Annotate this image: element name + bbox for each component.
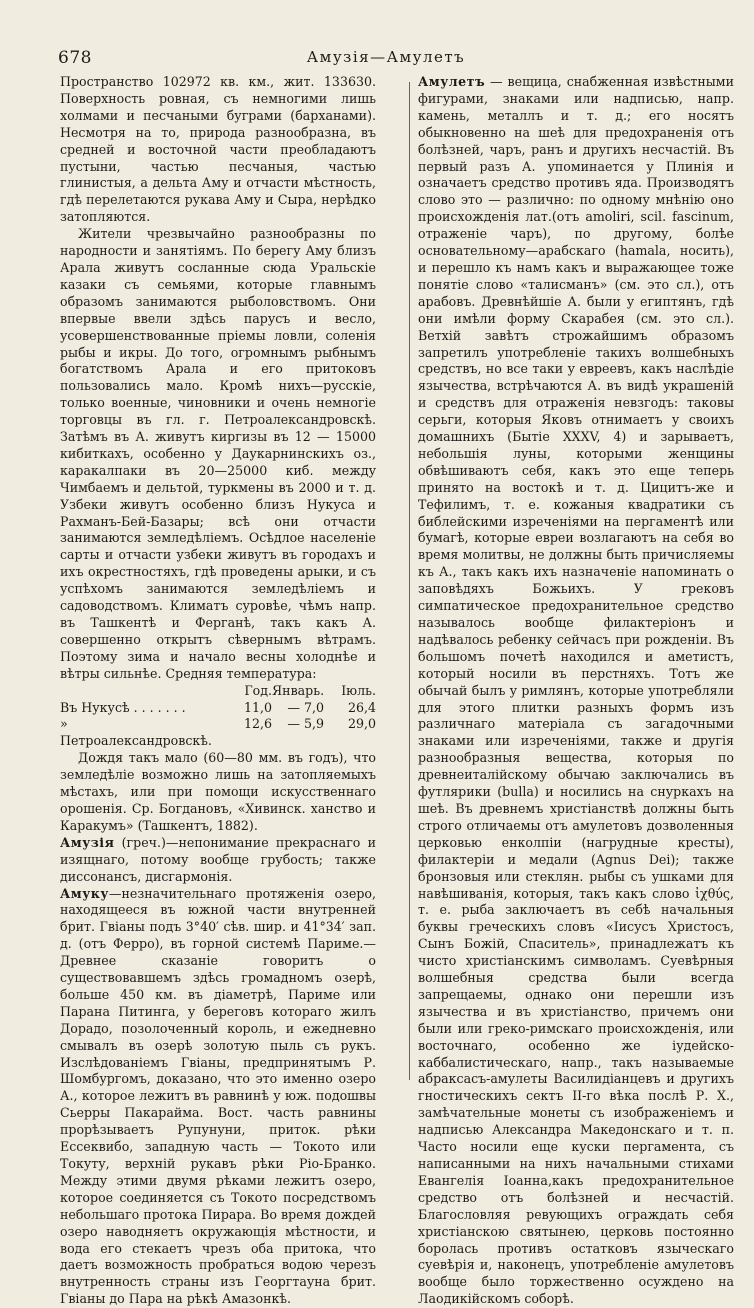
right-column (418, 74, 734, 1084)
table-row (60, 700, 376, 717)
entry-text: —незначительнаго протяженія озеро, находящееся въ южной части внутренней брит. Гвіаны подъ 3°40′ сѣв. шир. и 41°34′ зап. д. (отъ Ферро), въ горной системѣ Париме.—Древнее сказаніе говоритъ о существовавшемъ здѣсь громадномъ озерѣ, больше 450 км. въ діаметрѣ, Париме или Парана Питинга, у береговъ котораго жилъ Дорадо, позолоченный король, и ежедневно смывалъ въ озерѣ золотую пыль съ рукъ. Изслѣдованіемъ Гвіаны, предпринятымъ Р. Шомбургомъ, доказано, что это именно озеро А., которое лежитъ въ равнинѣ у юж. подошвы Сьерры Пакарайма. Вост. часть равнины прорѣзываетъ Рупунуни, приток. рѣки Ессеквибо, западную часть — Токото или Токуту, верхній рукавъ рѣки Ріо-Бранко. Между этими двумя рѣками лежитъ озеро, которое соединяется съ Токото посредствомъ небольшаго протока Пирара. Во время дождей озеро наводняетъ окружающія мѣстности, и вода его стекаетъ чрезъ оба притока, что даетъ возможность пробраться водою черезъ внутренность страны изъ Георгтауна брит. Гвіаны до Пара на рѣкѣ Амазонкѣ. (60, 886, 376, 1307)
entry-amulet (418, 74, 734, 1308)
table-cell: » Петроалександровскѣ. (60, 716, 220, 750)
page-number: 678 (58, 48, 92, 68)
table-cell: 12,6 (220, 716, 272, 750)
table-cell: — 5,9 (272, 716, 324, 750)
headword: Амузія (60, 835, 114, 850)
paragraph: Пространство 102972 кв. км., жит. 133630. Поверхность ровная, съ немногими лишь холмами и песчаными буграми (барханами). Несмотря на то, природа разнообразна, въ средней и восточной части преобладаютъ пустыни, частью песчаныя, частью глинистыя, а дельта Аму и отчасти мѣстность, гдѣ перелетаются рукава Аму и Сыра, нерѣдко затопляются. (60, 74, 376, 226)
table-header-row (60, 683, 376, 700)
table-row (60, 716, 376, 750)
temperature-table (60, 683, 376, 751)
entry-amuku (60, 886, 376, 1308)
table-header-cell: Іюль. (324, 683, 376, 700)
table-cell: 11,0 (220, 700, 272, 717)
running-head: Амузія—Амулетъ (58, 48, 714, 66)
page-header (58, 42, 714, 72)
left-column (60, 74, 376, 1084)
table-cell: 29,0 (324, 716, 376, 750)
headword: Амулетъ (418, 74, 485, 89)
entry-amuziya (60, 835, 376, 886)
table-header-cell: Год. (220, 683, 272, 700)
entry-text: (греч.)—непонимание прекраснаго и изящнаго, потому вообще грубость; также диссонансъ, дисгармонія. (60, 835, 376, 884)
table-cell: — 7,0 (272, 700, 324, 717)
table-header-cell (60, 683, 220, 700)
entry-text: — вещица, снабженная извѣстными фигурами, знаками или надписью, напр. камень, металлъ и т. д.; его носятъ обыкновенно на шеѣ для предохраненія отъ болѣзней, чаръ, ранъ и другихъ несчастій. Въ первый разъ А. упоминается у Плинія и означаетъ средство противъ яда. Производятъ слово это — различно: по одному мнѣнію оно происхожденія лат.(отъ amolirі, scil. fascinum, отраженіе чаръ), по другому, болѣе основательному—арабскаго (hamala, носить), и перешло къ намъ какъ и выражающее тоже понятіе слово «талисманъ» (см. это сл.), отъ арабовъ. Древнѣйшіе А. были у египтянъ, гдѣ они имѣли форму Скарабея (см. это сл.). Ветхій завѣтъ строжайшимъ образомъ запретилъ употребленіе такихъ волшебныхъ средствъ, но все таки у евреевъ, какъ наслѣдіе язычества, встрѣчаются А. въ видѣ украшеній и средствъ для отраженія невзгодъ: таковы серьги, которыя Яковъ отнимаетъ у своихъ домашнихъ (Бытіе XXXV, 4) и зарываетъ, небольшія луны, которыми женщины обвѣшиваютъ себя, какъ это еще теперь принято на востокѣ и т. д. Цицитъ-же и Тефилимъ, т. е. кожаныя квадратики съ библейскими изреченіями на пергаментѣ или бумагѣ, которые евреи возлагаютъ на себя во время молитвы, не должны быть причисляемы къ А., такъ какъ ихъ назначеніе напоминать о заповѣдяхъ Божьихъ. У грековъ симпатическое предохранительное средство называлось вообще филактеріонъ и надѣвалось ребенку сейчасъ при рожденіи. Въ большомъ почетѣ находился и аметистъ, который носили въ перстняхъ. Тотъ же обычай былъ у римлянъ, которые употребляли для этого плитки разныхъ формъ изъ различнаго матеріала съ загадочными знаками или изреченіями, также и другія разнообразныя вещества, которыя по древнеиталійскому обычаю заключались въ футлярики (bulla) и носились на снуркахъ на шеѣ. Въ древнемъ христіанствѣ должны быть строго отличаемы отъ амулетовъ дозволенныя церковью енколпіи (нагрудные кресты), филактеріи и медали (Agnus Dei); также бронзовыя или стеклян. рыбы съ ушками для навѣшиванія, которыя, такъ какъ слово ἰχθύς, т. е. рыба заключаетъ въ себѣ начальныя буквы греческихъ словъ «Іисусъ Христосъ, Сынъ Божій, Спаситель», принадлежатъ къ чисто христіанскимъ символамъ. Суевѣрныя волшебныя средства были всегда запрещаемы, однако они перешли изъ язычества и въ христіанство, причемъ они были или греко-римскаго происхожденія, или восточнаго, особенно же іудейско-каббалистическаго, напр., такъ называемые абраксасъ-амулеты Василидіанцевъ и другихъ гностическихъ сектъ II-го вѣка послѣ Р. Х., замѣчательные монеты съ изображеніемъ и надписью Александра Македонскаго и т. п. Часто носили еще куски пергамента, съ написанными на нихъ начальными стихами Евангелія Іоанна,какъ предохранительное средство отъ болѣзней и несчастій. Благословляя ревующихъ ограждать себя христіанскою святынею, церковь постоянно боролась противъ остатковъ языческаго суевѣрія и, наконецъ, употребленіе амулетовъ вообще было торжественно осуждено на Лаодикійскомъ соборѣ. (418, 74, 734, 1306)
paragraph: Дождя такъ мало (60—80 мм. въ годъ), что земледѣліе возможно лишь на затопляемыхъ мѣстахъ, или при помощи искусственнаго орошенія. Ср. Богдановъ, «Хивинск. ханство и Каракумъ» (Ташкентъ, 1882). (60, 750, 376, 835)
table-cell: Въ Нукусѣ . . . . . . . (60, 700, 220, 717)
headword: Амуку (60, 886, 109, 901)
column-divider (409, 82, 410, 1080)
table-header-cell: Январь. (272, 683, 324, 700)
table-cell: 26,4 (324, 700, 376, 717)
paragraph: Жители чрезвычайно разнообразны по народности и занятіямъ. По берегу Аму близъ Арала живутъ сосланные сюда Уральскіе казаки съ семьями, которые главнымъ образомъ занимаются рыболовствомъ. Они впервые ввели здѣсь парусъ и весло, усовершенствованные пріемы ловли, соленія рыбы и икры. До того, огромнымъ рыбнымъ богатствомъ Арала и его притоковъ пользовались мало. Кромѣ нихъ—русскіе, только военные, чиновники и очень немногіе торговцы въ гл. г. Петроалександровскѣ. Затѣмъ въ А. живутъ киргизы въ 12 — 15000 кибиткахъ, особенно у Даукарнинскихъ оз., каракалпаки въ 20—25000 киб. между Чимбаемъ и дельтой, туркмены въ 2000 и т. д. Узбеки живутъ особенно близъ Нукуса и Рахманъ-Бей-Базары; всѣ они отчасти занимаются земледѣліемъ. Осѣдлое населеніе сарты и отчасти узбеки живутъ въ городахъ и ихъ окрестностяхъ, гдѣ проведены арыки, и съ успѣхомъ занимаются земледѣліемъ и садоводствомъ. Климатъ суровѣе, чѣмъ напр. въ Ташкентѣ и Ферганѣ, такъ какъ А. совершенно открытъ сѣвернымъ вѣтрамъ. Поэтому зима и начало весны холоднѣе и вѣтры сильнѣе. Средняя температура: (60, 226, 376, 682)
